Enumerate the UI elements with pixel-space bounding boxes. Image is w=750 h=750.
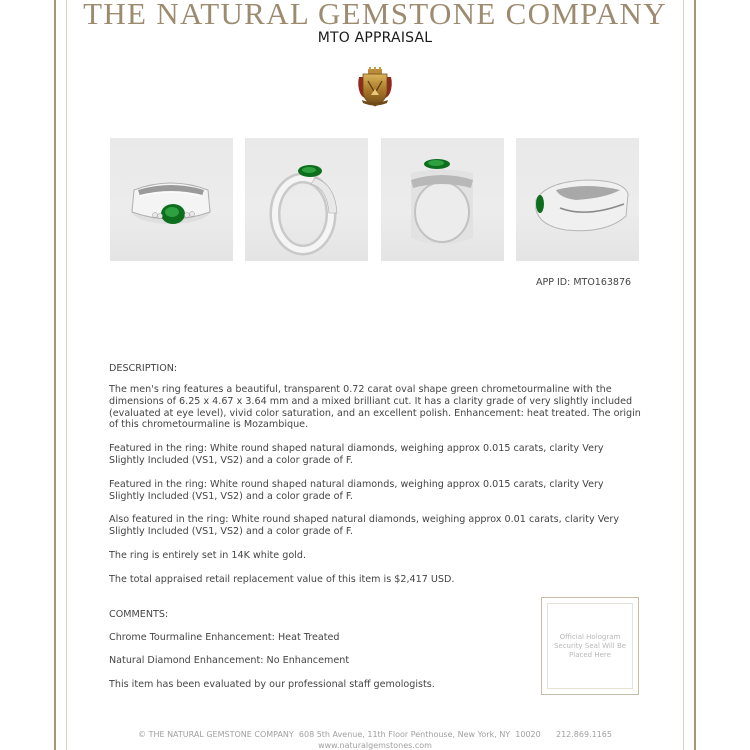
comment-item: This item has been evaluated by our professional staff gemologists. bbox=[109, 679, 435, 691]
description-heading: DESCRIPTION: bbox=[109, 363, 178, 374]
page-border-inner-left bbox=[66, 0, 67, 750]
ring-photo-upright[interactable] bbox=[381, 138, 504, 261]
comment-item: Chrome Tourmaline Enhancement: Heat Treated bbox=[109, 631, 340, 643]
hologram-seal-placeholder bbox=[541, 597, 639, 695]
description-paragraph: Featured in the ring: White round shaped natural diamonds, weighing approx 0.015 carats, clarity Very Slightly Included (VS1, VS2) and a color grade of F. bbox=[109, 478, 604, 502]
footer-address: © THE NATURAL GEMSTONE COMPANY 608 5th Avenue, 11th Floor Penthouse, New York, NY 10020 212.869.1165 bbox=[138, 730, 612, 739]
page-border-outer-left bbox=[54, 0, 56, 750]
comment-item: Natural Diamond Enhancement: No Enhancement bbox=[109, 655, 350, 667]
appraised-value: The total appraised retail replacement value of this item is $2,417 USD. bbox=[109, 573, 455, 585]
crest-logo-icon bbox=[356, 67, 394, 109]
ring-image-gallery bbox=[0, 138, 750, 262]
ring-photo-front[interactable] bbox=[110, 138, 233, 261]
hologram-seal-inner bbox=[547, 603, 633, 689]
description-paragraph: The ring is entirely set in 14K white gold. bbox=[109, 549, 306, 561]
app-id-text: APP ID: MTO163876 bbox=[536, 277, 632, 288]
description-paragraph: Also featured in the ring: White round shaped natural diamonds, weighing approx 0.01 carats, clarity Very Slightly Included (VS1, VS2) and a color grade of F. bbox=[109, 514, 620, 538]
ring-photo-side[interactable] bbox=[516, 138, 639, 261]
description-paragraph: The men's ring features a beautiful, transparent 0.72 carat oval shape green chrometourmaline with the dimensions of 6.25 x 4.67 x 3.64 mm and a mixed brilliant cut. It has a clarity grade of very slightly included (evaluated at eye level), vivid color saturation, and an excellent polish. Enhancement: heat treated. The origin of this chrometourmaline is Mozambique. bbox=[109, 384, 641, 431]
hologram-seal-text: Official Hologram Security Seal Will Be Placed Here bbox=[553, 632, 627, 659]
footer-website-link[interactable]: www.naturalgemstones.com bbox=[318, 741, 432, 750]
comments-heading: COMMENTS: bbox=[109, 608, 169, 620]
page-border-inner-right bbox=[683, 0, 684, 750]
app-id bbox=[536, 277, 631, 288]
page-border-outer-right bbox=[694, 0, 696, 750]
description-paragraph: Featured in the ring: White round shaped natural diamonds, weighing approx 0.015 carats, clarity Very Slightly Included (VS1, VS2) and a color grade of F. bbox=[109, 443, 604, 466]
document-title: MTO APPRAISAL bbox=[317, 30, 433, 46]
ring-photo-angled[interactable] bbox=[245, 138, 368, 261]
company-name: THE NATURAL GEMSTONE COMPANY bbox=[83, 0, 667, 31]
